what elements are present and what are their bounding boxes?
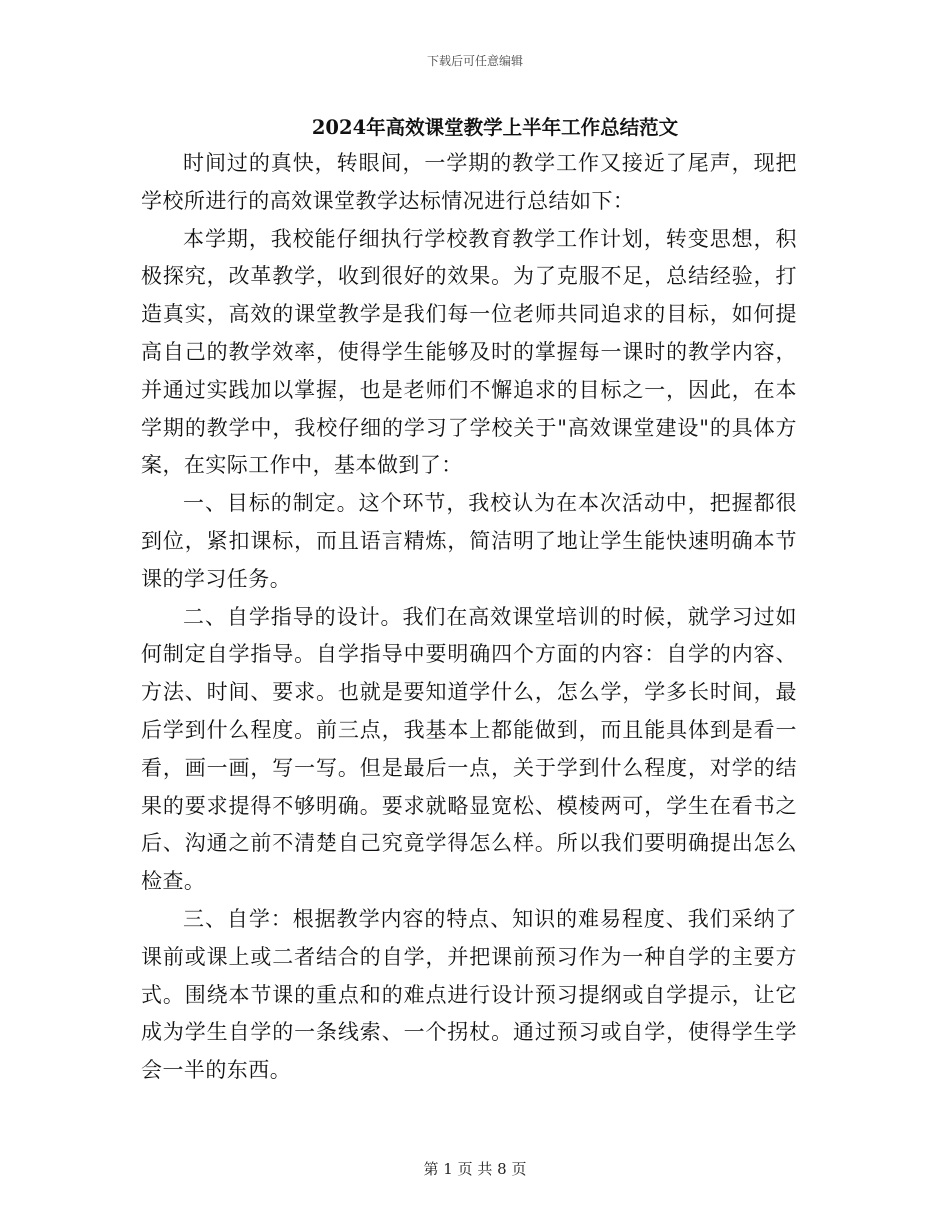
page-header-note: 下载后可任意编辑 (426, 54, 523, 68)
document-body (141, 145, 797, 1090)
document-title: 2024年高效课堂教学上半年工作总结范文 (311, 116, 679, 139)
paragraph-self-study: 三、自学：根据教学内容的特点、知识的难易程度、我们采纳了课前或课上或二者结合的自学，并把课前预习作为一种自学的主要方式。围绕本节课的重点和的难点进行设计预习提纲或自学提示，让它成为学生自学的一条线索、一个拐杖。通过预习或自学，使得学生学会一半的东西。 (141, 906, 797, 1083)
page-number-indicator: 第 1 页 共 8 页 (423, 1160, 527, 1178)
paragraph-goal-setting: 一、目标的制定。这个环节，我校认为在本次活动中，把握都很到位，紧扣课标，而且语言精炼，简洁明了地让学生能快速明确本节课的学习任务。 (141, 491, 797, 591)
paragraph-intro: 时间过的真快，转眼间，一学期的教学工作又接近了尾声，现把学校所进行的高效课堂教学达标情况进行总结如下： (141, 151, 797, 213)
paragraph-self-study-guide: 二、自学指导的设计。我们在高效课堂培训的时候，就学习过如何制定自学指导。自学指导中要明确四个方面的内容：自学的内容、方法、时间、要求。也就是要知道学什么，怎么学，学多长时间，最后学到什么程度。前三点，我基本上都能做到，而且能具体到是看一看，画一画，写一写。但是最后一点，关于学到什么程度，对学的结果的要求提得不够明确。要求就略显宽松、模棱两可，学生在看书之后、沟通之前不清楚自己究竟学得怎么样。所以我们要明确提出怎么检查。 (141, 604, 797, 894)
paragraph-semester-overview: 本学期，我校能仔细执行学校教育教学工作计划，转变思想，积极探究，改革教学，收到很好的效果。为了克服不足，总结经验，打造真实，高效的课堂教学是我们每一位老师共同追求的目标，如何提高自己的教学效率，使得学生能够及时的掌握每一课时的教学内容，并通过实践加以掌握，也是老师们不懈追求的目标之一，因此，在本学期的教学中，我校仔细的学习了学校关于"高效课堂建设"的具体方案，在实际工作中，基本做到了： (141, 226, 797, 478)
